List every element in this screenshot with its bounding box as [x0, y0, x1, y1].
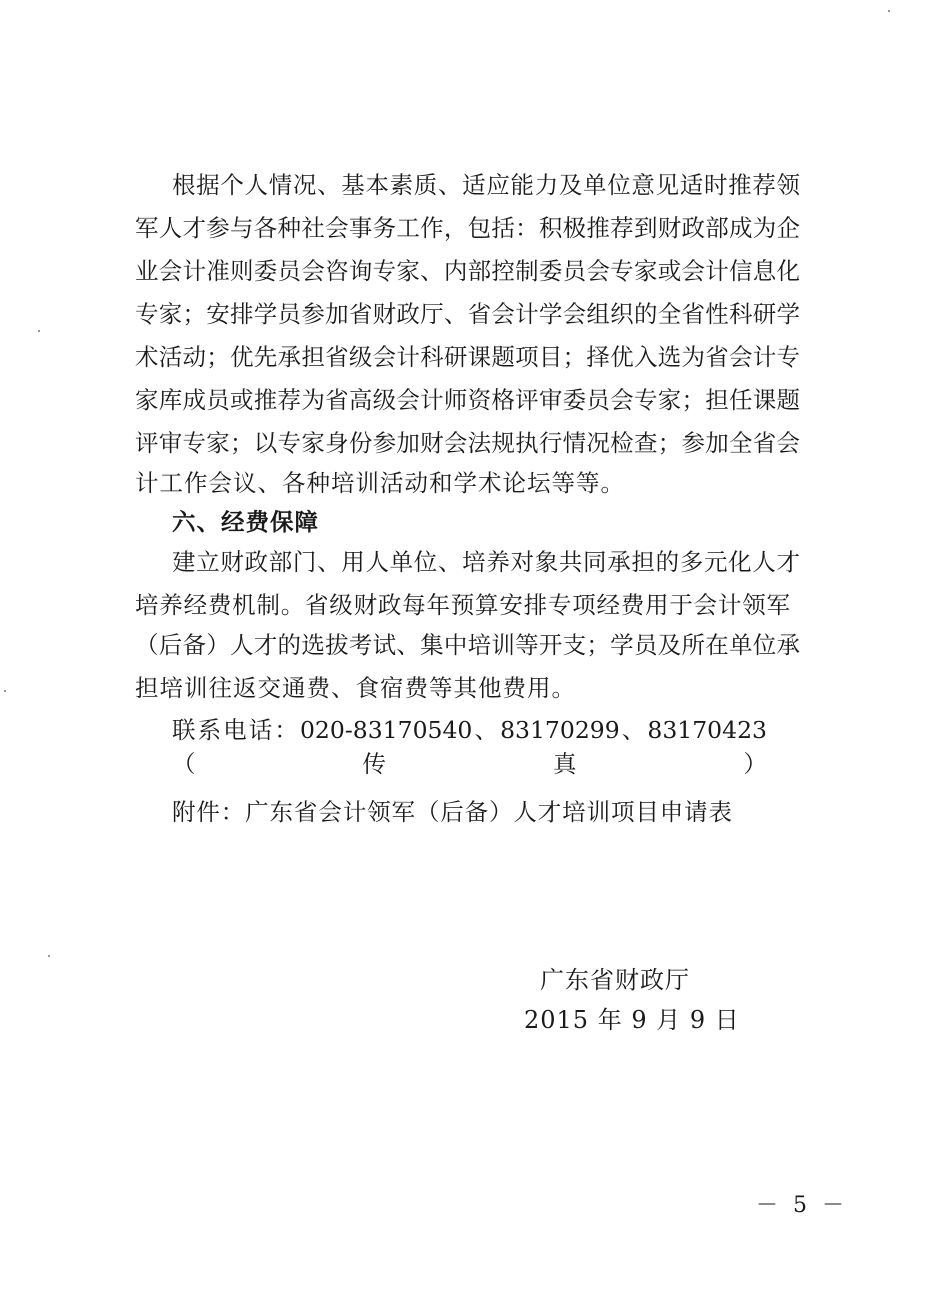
paragraph-line: 业会计准则委员会咨询专家、内部控制委员会专家或会计信息化	[135, 257, 800, 285]
scan-speck	[48, 955, 50, 957]
scan-speck	[38, 330, 40, 332]
paragraph-line: 军人才参与各种社会事务工作，包括：积极推荐到财政部成为企	[135, 214, 800, 242]
paragraph-line: 根据个人情况、基本素质、适应能力及单位意见适时推荐领	[172, 171, 800, 199]
paragraph-line: 建立财政部门、用人单位、培养对象共同承担的多元化人才	[172, 548, 800, 576]
scan-speck	[888, 10, 890, 12]
paragraph-line: 担培训往返交通费、食宿费等其他费用。	[135, 674, 576, 702]
paragraph-line: 家库成员或推荐为省高级会计师资格评审委员会专家；担任课题	[135, 386, 800, 414]
scan-speck	[4, 690, 6, 692]
paragraph-line: （后备）人才的选拔考试、集中培训等开支；学员及所在单位承	[135, 631, 800, 659]
section-heading: 六、经费保障	[172, 508, 319, 536]
paragraph-line: 培养经费机制。省级财政每年预算安排专项经费用于会计领军	[135, 591, 790, 619]
paragraph-line: 评审专家；以专家身份参加财会法规执行情况检查；参加全省会	[135, 429, 800, 457]
paragraph-line: 专家；安排学员参加省财政厅、省会计学会组织的全省性科研学	[135, 300, 800, 328]
attachment-line: 附件：广东省会计领军（后备）人才培训项目申请表	[172, 798, 732, 826]
paragraph-line: 计工作会议、各种培训活动和学术论坛等等。	[135, 469, 625, 497]
signature-date: 2015 年 9 月 9 日	[524, 1006, 740, 1034]
signature-org: 广东省财政厅	[540, 966, 690, 994]
contact-line: 联系电话：020-83170540、83170299、83170423（传真）	[172, 716, 767, 778]
page-number: － 5 －	[756, 1193, 848, 1218]
paragraph-line: 术活动；优先承担省级会计科研课题项目；择优入选为省会计专	[135, 343, 800, 371]
